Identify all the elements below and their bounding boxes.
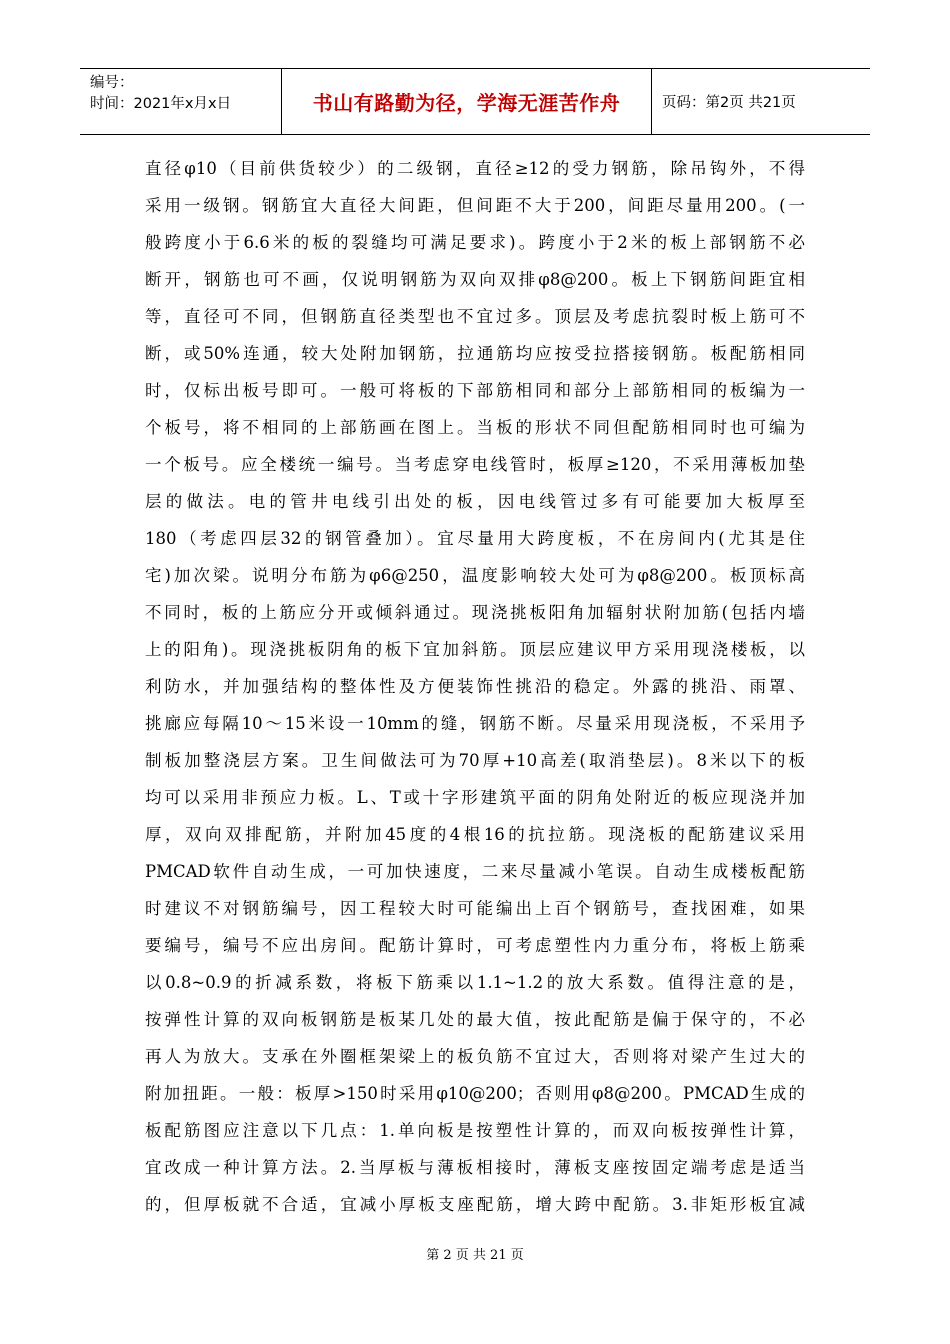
body-line: 利防水，并加强结构的整体性及方便装饰性挑沿的稳定。外露的挑沿、雨罩、: [145, 677, 805, 696]
body-line: 均可以采用非预应力板。L、T或十字形建筑平面的阴角处附近的板应现浇并加: [145, 788, 805, 807]
body-line: 上的阳角)。现浇挑板阴角的板下宜加斜筋。顶层应建议甲方采用现浇楼板，以: [145, 640, 805, 659]
body-line: 以0.8~0.9的折减系数，将板下筋乘以1.1~1.2的放大系数。值得注意的是，: [145, 973, 805, 992]
header-page-cell: [652, 69, 870, 134]
document-body: [145, 150, 805, 1223]
body-line: 180（考虑四层32的钢管叠加）。宜尽量用大跨度板，不在房间内(尤其是住: [145, 529, 805, 548]
body-line: 层的做法。电的管井电线引出处的板，因电线管过多有可能要加大板厚至: [145, 492, 805, 511]
body-line: 制板加整浇层方案。卫生间做法可为70厚+10高差(取消垫层)。8米以下的板: [145, 751, 805, 770]
body-line: 个板号，将不相同的上部筋画在图上。当板的形状不同但配筋相同时也可编为: [145, 418, 805, 437]
header-motto-cell: [282, 69, 652, 134]
body-line: 时，仅标出板号即可。一般可将板的下部筋相同和部分上部筋相同的板编为一: [145, 381, 805, 400]
body-line: 挑廊应每隔10～15米设一10mm的缝，钢筋不断。尽量采用现浇板，不采用予: [145, 714, 805, 733]
body-line: 再人为放大。支承在外圈框架梁上的板负筋不宜过大，否则将对梁产生过大的: [145, 1047, 805, 1066]
body-line: 的，但厚板就不合适，宜减小厚板支座配筋，增大跨中配筋。3.非矩形板宜减: [145, 1195, 805, 1214]
header-meta-cell: [80, 69, 282, 134]
body-line: 时建议不对钢筋编号，因工程较大时可能编出上百个钢筋号，查找困难，如果: [145, 899, 805, 918]
body-line: 采用一级钢。钢筋宜大直径大间距，但间距不大于200，间距尽量用200。(一: [145, 196, 805, 215]
body-line: 断，或50%连通，较大处附加钢筋，拉通筋均应按受拉搭接钢筋。板配筋相同: [145, 344, 805, 363]
body-line: 宅)加次梁。说明分布筋为φ6@250，温度影响较大处可为φ8@200。板顶标高: [145, 566, 805, 585]
page-footer: [0, 1244, 950, 1263]
body-line: 附加扭距。一般：板厚>150时采用φ10@200；否则用φ8@200。PMCAD生成的: [145, 1084, 805, 1103]
body-line: PMCAD软件自动生成，一可加快速度，二来尽量减小笔误。自动生成楼板配筋: [145, 862, 805, 881]
body-line: 不同时，板的上筋应分开或倾斜通过。现浇挑板阳角加辐射状附加筋(包括内墙: [145, 603, 805, 622]
body-line: 般跨度小于6.6米的板的裂缝均可满足要求)。跨度小于2米的板上部钢筋不必: [145, 233, 805, 252]
footer-page-number: 第 2 页 共 21 页: [426, 1248, 524, 1263]
serial-number-label: 编号：: [90, 75, 134, 91]
body-line: 断开，钢筋也可不画，仅说明钢筋为双向双排φ8@200。板上下钢筋间距宜相: [145, 270, 805, 289]
page-info: 页码：第2页 共21页: [662, 95, 796, 111]
body-line: 宜改成一种计算方法。2.当厚板与薄板相接时，薄板支座按固定端考虑是适当: [145, 1158, 805, 1177]
time-label: 时间：2021年x月x日: [90, 96, 232, 112]
motto-text: 书山有路勤为径，学海无涯苦作舟: [312, 91, 621, 115]
body-line: 板配筋图应注意以下几点：1.单向板是按塑性计算的，而双向板按弹性计算，: [145, 1121, 805, 1140]
body-line: 厚，双向双排配筋，并附加45度的4根16的抗拉筋。现浇板的配筋建议采用: [145, 825, 805, 844]
page-header: [80, 68, 870, 135]
body-line: 直径φ10（目前供货较少）的二级钢，直径≥12的受力钢筋，除吊钩外，不得: [145, 159, 805, 178]
body-line: 要编号，编号不应出房间。配筋计算时，可考虑塑性内力重分布，将板上筋乘: [145, 936, 805, 955]
body-line: 等，直径可不同，但钢筋直径类型也不宜过多。顶层及考虑抗裂时板上筋可不: [145, 307, 805, 326]
body-line: 一个板号。应全楼统一编号。当考虑穿电线管时，板厚≥120，不采用薄板加垫: [145, 455, 805, 474]
body-line: 按弹性计算的双向板钢筋是板某几处的最大值，按此配筋是偏于保守的，不必: [145, 1010, 805, 1029]
